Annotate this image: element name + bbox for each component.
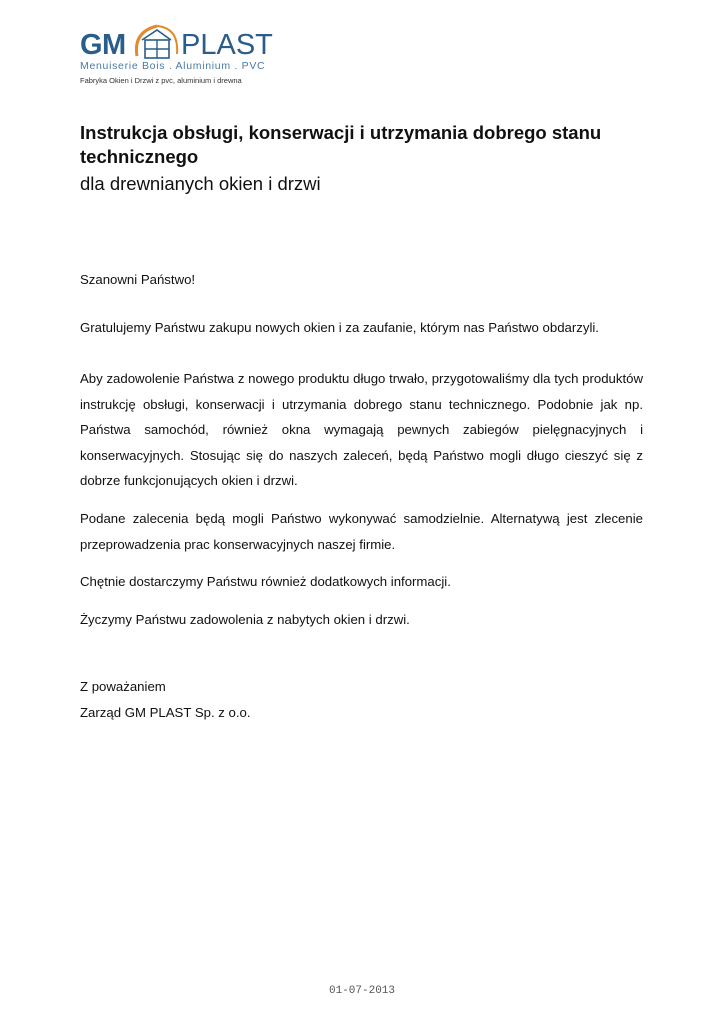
logo-brand-right: PLAST (181, 29, 273, 61)
document-subtitle: dla drewnianych okien i drzwi (80, 173, 321, 194)
logo-brand-left: GM (80, 29, 126, 61)
greeting: Szanowni Państwo! (80, 272, 196, 287)
footer-date: 01-07-2013 (328, 985, 395, 997)
paragraph-intro: Aby zadowolenie Państwa z nowego produktu długo trwało, przygotowaliśmy dla tych produktów instrukcję obsługi, konserwacji i utrzymania dobrego stanu technicznego. Podobnie jak np. Państwa samochód, również okna wymagają pewnych zabiegów pielęgnacyjnych i konserwacyjnych. Stosując się do naszych zaleceń, będą Państwo mogli długo cieszyć się z dobrze funkcjonujących okien i drzwi. (80, 371, 643, 488)
paragraph-alternative: Podane zalecenia będą mogli Państwo wykonywać samodzielnie. Alternatywą jest zlecenie przeprowadzenia prac konserwacyjnych naszej firmie. (80, 511, 643, 552)
paragraph-thanks: Gratulujemy Państwu zakupu nowych okien i za zaufanie, którym nas Państwo obdarzyli. (80, 320, 599, 335)
closing: Z poważaniem (80, 679, 166, 694)
paragraph-wishes: Życzymy Państwu zadowolenia z nabytych okien i drzwi. (80, 612, 410, 627)
logo-tagline: Menuiserie Bois . Aluminium . PVC (80, 60, 266, 72)
logo-subline: Fabryka Okien i Drzwi z pvc, aluminium i drewna (80, 76, 242, 85)
signature: Zarząd GM PLAST Sp. z o.o. (80, 705, 251, 720)
company-logo (80, 18, 280, 90)
paragraph-info: Chętnie dostarczymy Państwu również dodatkowych informacji. (80, 574, 451, 589)
document-title: Instrukcja obsługi, konserwacji i utrzymania dobrego stanu technicznego (80, 122, 602, 167)
